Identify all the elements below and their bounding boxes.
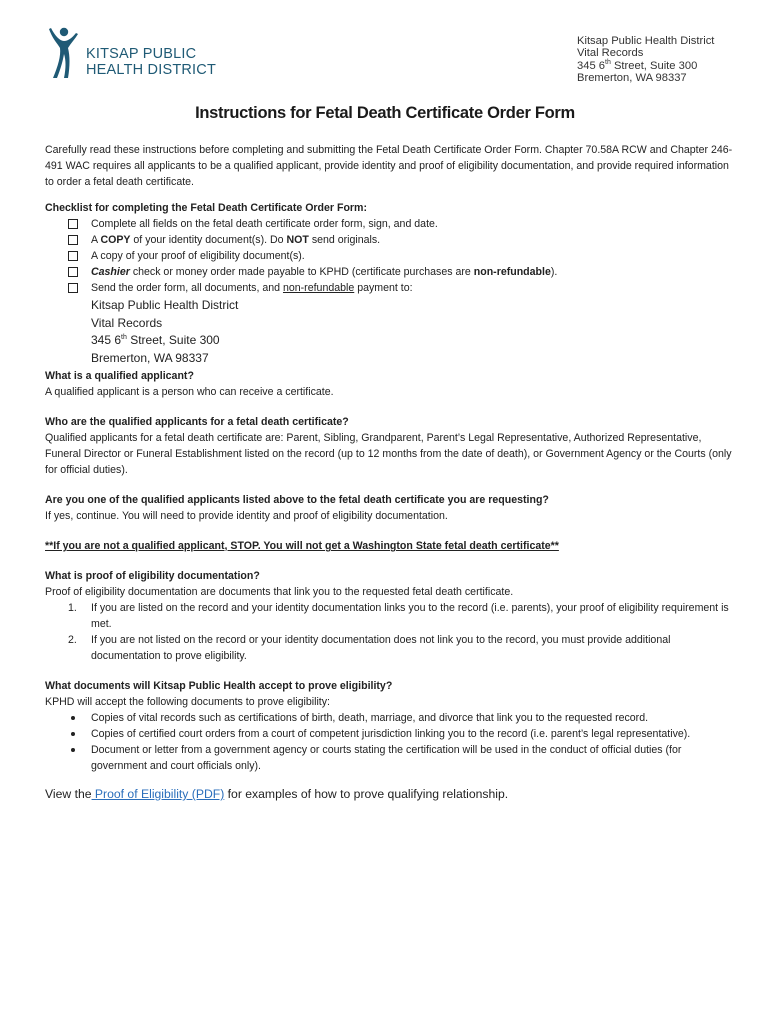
checklist-heading: Checklist for completing the Fetal Death Certificate Order Form: <box>45 202 367 214</box>
proof-of-eligibility-link[interactable]: Proof of Eligibility (PDF) <box>91 787 225 801</box>
documents-heading: What documents will Kitsap Public Health accept to prove eligibility? <box>45 680 393 692</box>
mailing-address-line-1: Kitsap Public Health District <box>91 298 239 312</box>
mailing-address-line-4: Bremerton, WA 98337 <box>91 350 209 365</box>
mailing-address-line-3: 345 6th Street, Suite 300 <box>91 333 220 347</box>
are-you-heading: Are you one of the qualified applicants listed above to the fetal death certificate you are requesting? <box>45 494 549 506</box>
checklist-item: A COPY of your identity document(s). Do NOT send originals. <box>68 232 735 248</box>
qualified-text: A qualified applicant is a person who can receive a certificate. <box>45 386 334 398</box>
list-item: 2. If you are not listed on the record or your identity documentation does not link you to the record, you must provide additional documentation to prove eligibility. <box>68 634 671 662</box>
checklist <box>45 216 735 296</box>
kphd-logo <box>44 26 216 80</box>
checkbox-icon <box>68 235 78 245</box>
checklist-item: Cashier check or money order made payable to KPHD (certificate purchases are non-refundable). <box>68 264 735 280</box>
header-address-line-1: Kitsap Public Health District <box>577 35 715 47</box>
who-text: Qualified applicants for a fetal death certificate are: Parent, Sibling, Grandparent, Parent’s Legal Representative, Authorized Representative, Funeral Director or Funeral Establishment listed on the record (up to 12 months from the date of death), or Government Agency or the Courts (only for official duties). <box>45 432 732 476</box>
who-heading: Who are the qualified applicants for a fetal death certificate? <box>45 416 349 428</box>
are-you-text: If yes, continue. You will need to provide identity and proof of eligibility documentation. <box>45 510 448 522</box>
logo-line-2: HEALTH DISTRICT <box>86 62 217 78</box>
header-address-line-3: 345 6th Street, Suite 300 <box>577 58 698 72</box>
instructions-body <box>45 142 735 802</box>
list-item: Copies of certified court orders from a court of competent jurisdiction linking you to the record (i.e. parent’s legal representative). <box>68 726 735 742</box>
logo-line-1: KITSAP PUBLIC <box>86 46 197 62</box>
checkbox-icon <box>68 283 78 293</box>
header-address <box>577 35 714 85</box>
header-address-line-4: Bremerton, WA 98337 <box>577 72 687 85</box>
page-title: Instructions for Fetal Death Certificate Order Form <box>195 104 575 122</box>
footer-line: View the Proof of Eligibility (PDF) for examples of how to prove qualifying relationship. <box>45 787 509 801</box>
bullet-icon <box>71 748 75 752</box>
checklist-item: Complete all fields on the fetal death certificate order form, sign, and date. <box>68 216 735 232</box>
intro-paragraph: Carefully read these instructions before completing and submitting the Fetal Death Certificate Order Form. Chapter 70.58A RCW and Chapter 246-491 WAC requires all applicants to be a qualified applicant, provide identity and proof of eligibility documentation, and provide required information to order a fetal death certificate. <box>45 144 733 188</box>
documents-text: KPHD will accept the following documents to prove eligibility: <box>45 696 330 708</box>
bullet-icon <box>71 732 75 736</box>
documents-list <box>45 710 735 774</box>
list-item: Document or letter from a government agency or courts stating the certification will be used in the conduct of official duties (for government and court officials only). <box>68 742 735 774</box>
person-figure-icon <box>44 26 80 80</box>
stop-notice: **If you are not a qualified applicant, STOP. You will not get a Washington State fetal death certificate** <box>45 540 559 552</box>
list-item: 1. If you are listed on the record and your identity documentation links you to the record (i.e. parents), your proof of eligibility requirement is met. <box>68 602 729 630</box>
qualified-heading: What is a qualified applicant? <box>45 370 194 382</box>
mailing-address <box>45 297 735 367</box>
checkbox-icon <box>68 267 78 277</box>
header-address-line-2: Vital Records <box>577 47 644 60</box>
proof-text: Proof of eligibility documentation are documents that link you to the requested fetal death certificate. <box>45 586 514 598</box>
proof-heading: What is proof of eligibility documentation? <box>45 570 260 582</box>
checklist-item: Send the order form, all documents, and non-refundable payment to: <box>68 280 735 296</box>
checkbox-icon <box>68 219 78 229</box>
bullet-icon <box>71 716 75 720</box>
mailing-address-line-2: Vital Records <box>91 315 163 330</box>
checkbox-icon <box>68 251 78 261</box>
proof-list <box>45 600 735 664</box>
list-item: Copies of vital records such as certifications of birth, death, marriage, and divorce that link you to the requested record. <box>68 710 735 726</box>
checklist-item: A copy of your proof of eligibility document(s). <box>68 248 735 264</box>
